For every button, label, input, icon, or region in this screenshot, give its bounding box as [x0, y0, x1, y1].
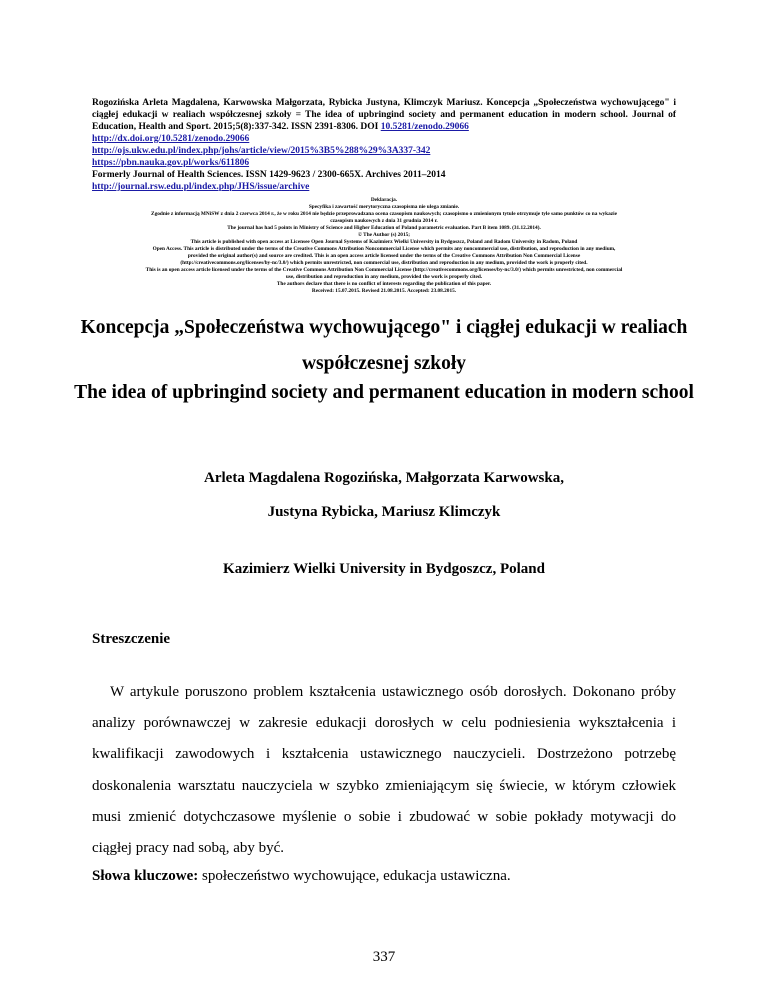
- declaration-line: provided the original author(s) and source are credited. This is an open access article licensed under the terms of the Creative Commons Attribution Non Commercial License: [187, 253, 581, 259]
- pbn-works-link[interactable]: https://pbn.nauka.gov.pl/works/611806: [92, 158, 250, 168]
- declaration-line: The authors declare that there is no conflict of interests regarding the publication of this paper.: [276, 281, 492, 287]
- declaration-line: use, distribution and reproduction in any medium, provided the work is properly cited.: [285, 274, 483, 280]
- declaration-block: [80, 197, 688, 295]
- authors: [70, 461, 698, 529]
- abstract-heading: Streszczenie: [92, 631, 171, 647]
- declaration-line: Deklaracja.: [370, 197, 398, 203]
- keywords: [92, 864, 676, 888]
- declaration-line: Zgodnie z informacją MNiSW z dnia 2 czerwca 2014 r., że w roku 2014 nie będzie przeprowadzana ocena czasopism naukowych; czasopismo o zmienionym tytule otrzymuje tyle samo punktów co na wykazie: [151, 211, 617, 217]
- keywords-text: społeczeństwo wychowujące, edukacja ustawiczna.: [198, 868, 511, 884]
- declaration-line: This article is published with open access at Licensee Open Journal Systems of Kazimierz Wielki University in Bydgoszcz, Poland and Radom University in Radom, Poland: [190, 239, 578, 245]
- declaration-line: Open Access. This article is distributed under the terms of the Creative Commons Attribution Noncommercial License which permits any noncommercial use, distribution, and reproduction in any medium,: [152, 246, 616, 252]
- citation-block: [92, 97, 676, 193]
- declaration-line: (http://creativecommons.org/licenses/by-nc/3.0/) which permits unrestricted, non commercial use, distribution and reproduction in any medium, provided the work is properly cited.: [180, 260, 588, 266]
- affiliation: Kazimierz Wielki University in Bydgoszcz, Poland: [223, 561, 545, 577]
- ojs-article-link[interactable]: http://ojs.ukw.edu.pl/index.php/johs/article/view/2015%3B5%288%29%3A337-342: [92, 146, 431, 156]
- declaration-line: This is an open access article licensed under the terms of the Creative Commons Attribution Non Commercial License (http://creativecommons.org/licenses/by-nc/3.0/) which permits unrestricted, non commercial: [145, 267, 623, 273]
- declaration-line: © The Author (s) 2015;: [357, 232, 411, 238]
- title-polish: Koncepcja „Społeczeństwa wychowującego" i ciągłej edukacji w realiach współczesnej szkoły: [80, 317, 688, 374]
- page-number: 337: [372, 949, 396, 965]
- authors-line: Arleta Magdalena Rogozińska, Małgorzata Karwowska,: [204, 470, 564, 486]
- authors-line: Justyna Rybicka, Mariusz Klimczyk: [267, 504, 501, 520]
- formerly-line: Formerly Journal of Health Sciences. ISSN 1429-9623 / 2300-665X. Archives 2011–2014: [92, 170, 446, 180]
- title-english: The idea of upbringind society and permanent education in modern school: [74, 382, 694, 403]
- declaration-line: Specyfika i zawartość merytoryczna czasopisma nie ulega zmianie.: [308, 204, 460, 210]
- abstract-text: W artykule poruszono problem kształcenia ustawicznego osób dorosłych. Dokonano próby analizy porównawczej w zakresie edukacji dorosłych w celu podniesienia wykształcenia i kwalifikacji zawodowych i kształcenia ustawicznego nauczycieli. Dostrzeżono potrzebę doskonalenia warsztatu nauczyciela w szybko zmieniającym się świecie, w którym człowiek musi zmienić dotychczasowe myślenie o sobie i zbudować w sobie pokłady motywacji do ciągłej pracy nad sobą, aby być.: [92, 684, 676, 857]
- doi-url-link[interactable]: http://dx.doi.org/10.5281/zenodo.29066: [92, 134, 250, 144]
- doi-link[interactable]: 10.5281/zenodo.29066: [380, 122, 469, 132]
- declaration-line: Received: 15.07.2015. Revised 21.08.2015. Accepted: 23.08.2015.: [311, 288, 457, 294]
- declaration-line: czasopism naukowych z dnia 31 grudnia 2014 r.: [330, 218, 438, 224]
- citation-text: Rogozińska Arleta Magdalena, Karwowska Małgorzata, Rybicka Justyna, Klimczyk Mariusz. Koncepcja „Społeczeństwa wychowującego" i ciągłej edukacji w realiach współczesnej szkoły = The idea of upbringind society and permanent education in modern school. Journal of Education, Health and Sport. 2015;5(8):337-342. ISSN 2391-8306. DOI: [92, 98, 676, 132]
- journal-archive-link[interactable]: http://journal.rsw.edu.pl/index.php/JHS/issue/archive: [92, 182, 310, 192]
- declaration-line: The journal has had 5 points in Ministry of Science and Higher Education of Poland parametric evaluation. Part B item 1089. (31.12.2014).: [227, 225, 541, 231]
- keywords-label: Słowa kluczowe:: [92, 868, 199, 884]
